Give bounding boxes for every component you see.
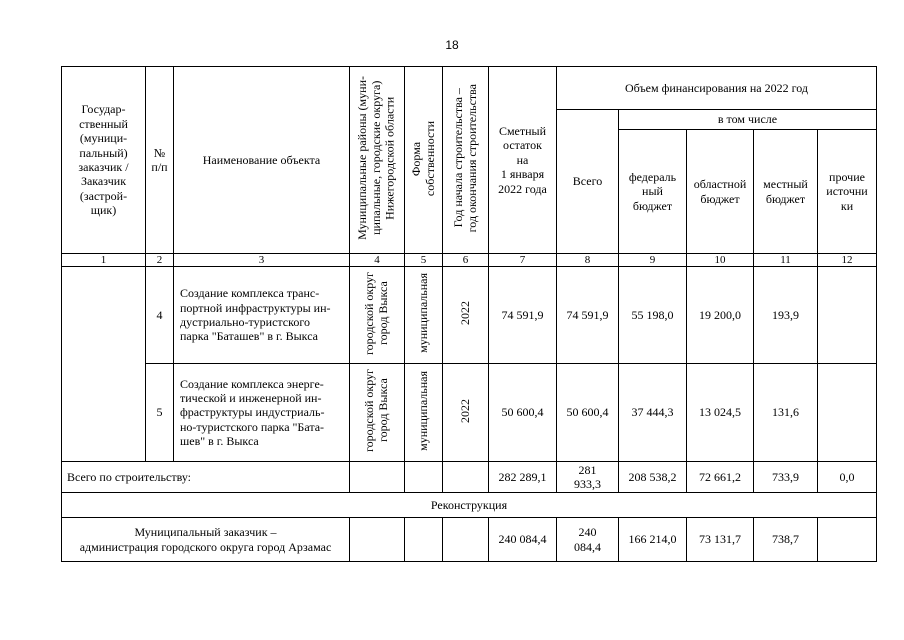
row-estimate: 50 600,4 <box>489 364 557 462</box>
column-number: 6 <box>443 254 489 267</box>
row-other <box>818 267 877 364</box>
column-number: 9 <box>619 254 687 267</box>
row-year: 2022 <box>457 301 472 326</box>
totals-regional: 72 661,2 <box>687 462 754 493</box>
column-number: 10 <box>687 254 754 267</box>
customer-label: Муниципальный заказчик – администрация городского округа город Арзамас <box>62 518 350 562</box>
totals-federal: 208 538,2 <box>619 462 687 493</box>
totals-total: 281 933,3 <box>557 462 619 493</box>
row-district: городской округ город Выкса <box>362 271 390 355</box>
header-financing: Объем финансирования на 2022 год <box>557 67 877 110</box>
table-row <box>62 267 877 364</box>
customer-estimate: 240 084,4 <box>489 518 557 562</box>
header-regional: областной бюджет <box>687 130 754 254</box>
column-number: 5 <box>405 254 443 267</box>
header-customer: Государ- ственный (муници- пальный) заказчик / Заказчик (застрой- щик) <box>62 67 146 254</box>
column-number: 12 <box>818 254 877 267</box>
row-regional: 19 200,0 <box>687 267 754 364</box>
column-number: 4 <box>350 254 405 267</box>
totals-other: 0,0 <box>818 462 877 493</box>
header-years-cell <box>443 67 489 254</box>
column-number: 1 <box>62 254 146 267</box>
column-number: 7 <box>489 254 557 267</box>
row-object-name: Создание комплекса энерге- тической и инженерной ин- фраструктуры индустриаль- но-туристского парка "Бата- шев" в г. Выкса <box>174 364 350 462</box>
totals-label: Всего по строительству: <box>62 462 350 493</box>
row-total: 74 591,9 <box>557 267 619 364</box>
row-district-cell <box>350 364 405 462</box>
row-ownership: муниципальная <box>415 370 430 451</box>
header-years: Год начала строительства – год окончания строительства <box>450 84 479 233</box>
page-number: 18 <box>445 38 459 52</box>
row-regional: 13 024,5 <box>687 364 754 462</box>
row-total: 50 600,4 <box>557 364 619 462</box>
section-row <box>62 493 877 518</box>
header-other: прочие источни ки <box>818 130 877 254</box>
customer-cell-empty <box>62 267 146 462</box>
customer-federal: 166 214,0 <box>619 518 687 562</box>
section-title: Реконструкция <box>62 493 877 518</box>
financing-table <box>61 66 877 562</box>
column-number: 11 <box>754 254 818 267</box>
header-federal: федераль ный бюджет <box>619 130 687 254</box>
empty-cell <box>443 518 489 562</box>
row-object-name: Создание комплекса транс- портной инфраструктуры ин- дустриально-туристского парка "Баташев" в г. Выкса <box>174 267 350 364</box>
header-estimate: Сметный остаток на 1 января 2022 года <box>489 67 557 254</box>
row-num: 5 <box>146 364 174 462</box>
column-number: 2 <box>146 254 174 267</box>
row-district-cell <box>350 267 405 364</box>
empty-cell <box>405 462 443 493</box>
header-local: местный бюджет <box>754 130 818 254</box>
row-federal: 55 198,0 <box>619 267 687 364</box>
customer-total: 240 084,4 <box>557 518 619 562</box>
empty-cell <box>405 518 443 562</box>
row-estimate: 74 591,9 <box>489 267 557 364</box>
header-object-name: Наименование объекта <box>174 67 350 254</box>
header-total: Всего <box>557 110 619 254</box>
row-local: 193,9 <box>754 267 818 364</box>
row-local: 131,6 <box>754 364 818 462</box>
row-ownership-cell <box>405 267 443 364</box>
totals-row <box>62 462 877 493</box>
column-numbers-row <box>62 254 877 267</box>
empty-cell <box>350 462 405 493</box>
row-district: городской округ город Выкса <box>362 369 390 453</box>
table-row <box>62 364 877 462</box>
header-including: в том числе <box>619 110 877 130</box>
customer-other <box>818 518 877 562</box>
row-ownership: муниципальная <box>415 273 430 354</box>
header-ownership-cell <box>405 67 443 254</box>
row-year: 2022 <box>457 398 472 423</box>
header-districts: Муниципальные районы (муни- ципальные, городские округа) Нижегородской области <box>355 76 397 241</box>
customer-local: 738,7 <box>754 518 818 562</box>
empty-cell <box>443 462 489 493</box>
header-ownership: Форма собственности <box>408 120 437 196</box>
header-districts-cell <box>350 67 405 254</box>
totals-estimate: 282 289,1 <box>489 462 557 493</box>
row-federal: 37 444,3 <box>619 364 687 462</box>
row-num: 4 <box>146 267 174 364</box>
row-year-cell <box>443 364 489 462</box>
row-other <box>818 364 877 462</box>
column-number: 3 <box>174 254 350 267</box>
row-year-cell <box>443 267 489 364</box>
header-num: № п/п <box>146 67 174 254</box>
totals-local: 733,9 <box>754 462 818 493</box>
row-ownership-cell <box>405 364 443 462</box>
column-number: 8 <box>557 254 619 267</box>
customer-row <box>62 518 877 562</box>
empty-cell <box>350 518 405 562</box>
customer-regional: 73 131,7 <box>687 518 754 562</box>
